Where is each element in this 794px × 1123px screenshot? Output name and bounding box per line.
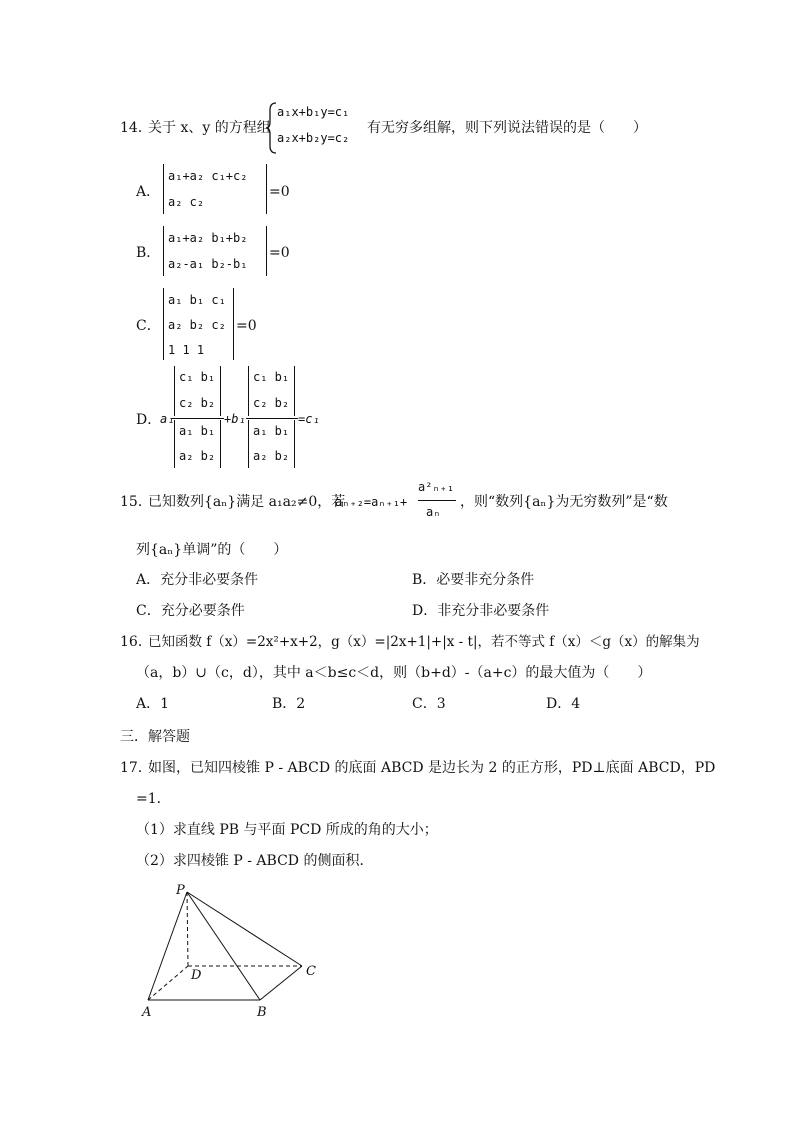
q14-option-d-num1-row1: c₁ b₁ (179, 370, 216, 384)
q14-option-b-det-right-bar (266, 226, 267, 276)
q14-option-b-row2: a₂-a₁ b₂-b₁ (168, 257, 248, 271)
q14-option-d-fraction1-line (172, 418, 224, 419)
q14-option-d-num1-left-bar (174, 366, 175, 416)
edge-bc (260, 966, 302, 1000)
q14-option-d-plus-b1: +b₁ (224, 412, 246, 426)
q15-stem-c: 列{aₙ}单调”的（ ） (136, 542, 288, 558)
q15-recurrence-lhs: aₙ₊₂=aₙ₊₁+ (335, 495, 408, 509)
q17-pyramid-figure (140, 880, 330, 1020)
q15-option-d: D．非充分非必要条件 (412, 603, 550, 619)
q14-option-b-rhs: =0 (269, 245, 290, 261)
q14-option-c-label: C． (136, 318, 161, 334)
q14-option-d-fraction2-line (246, 418, 298, 419)
q14-option-d-den2-right-bar (294, 420, 295, 468)
q14-option-d-a1: a₁ (160, 412, 175, 426)
q14-option-d-den2-row2: a₂ b₂ (253, 449, 290, 463)
q14-option-b-row1: a₁+a₂ b₁+b₂ (168, 231, 248, 245)
q16-option-d: D．4 (546, 696, 581, 712)
q15-fraction-denominator: aₙ (426, 505, 441, 519)
q14-stem-suffix: 有无穷多组解，则下列说法错误的是（ ） (367, 120, 647, 136)
q14-option-d-num1-row2: c₂ b₂ (179, 396, 216, 410)
q17-part2: （2）求四棱锥 P - ABCD 的侧面积． (136, 853, 374, 869)
q14-option-c-row2: a₂ b₂ c₂ (168, 318, 226, 332)
q14-option-d-rhs: =c₁ (298, 412, 320, 426)
label-d: D (191, 968, 202, 983)
q15-stem-b: ，则“数列{aₙ}为无穷数列”是“数 (460, 494, 668, 510)
q15-option-c: C．充分必要条件 (136, 603, 245, 619)
q16-option-c: C．3 (412, 696, 446, 712)
q17-part1: （1）求直线 PB 与平面 PCD 所成的角的大小； (136, 822, 438, 838)
edge-pd (187, 892, 188, 966)
q16-line1: 已知函数 f（x）=2x²+x+2，g（x）=|2x+1|+|x - t|，若不等式 f（x）＜g（x）的解集为 (148, 634, 700, 650)
q14-option-c-rhs: =0 (236, 318, 257, 334)
q15-fraction-numerator: a²ₙ₊₁ (418, 480, 455, 494)
q14-option-a-row1: a₁+a₂ c₁+c₂ (168, 169, 248, 183)
q14-eq1: a₁x+b₁y=c₁ (277, 105, 350, 119)
q14-option-d-den1-row2: a₂ b₂ (179, 449, 216, 463)
q14-option-a-label: A． (136, 184, 161, 200)
q14-option-d-den1-row1: a₁ b₁ (179, 424, 216, 438)
q15-option-a: A．充分非必要条件 (136, 572, 259, 588)
q14-option-d-num2-right-bar (294, 366, 295, 416)
q14-option-d-num2-row2: c₂ b₂ (253, 396, 290, 410)
edge-pc (187, 892, 302, 966)
edge-pb (187, 892, 260, 1000)
label-b: B (257, 1005, 267, 1020)
q14-option-d-label: D． (136, 412, 162, 428)
q14-option-d-den2-row1: a₁ b₁ (253, 424, 290, 438)
q14-option-c-row1: a₁ b₁ c₁ (168, 293, 226, 307)
q14-option-d-num1-right-bar (220, 366, 221, 416)
q14-option-b-det-left-bar (163, 226, 164, 276)
q17-line2: =1． (136, 791, 171, 807)
q14-option-a-rhs: =0 (269, 184, 290, 200)
q14-option-a-det-left-bar (163, 164, 164, 214)
q16-option-a: A．1 (136, 696, 170, 712)
q14-option-c-det-right-bar (233, 288, 234, 360)
q14-number: 14． (120, 120, 152, 136)
q16-line2: （a，b）∪（c，d），其中 a＜b≤c＜d，则（b+d）-（a+c）的最大值为（ ） (136, 665, 652, 681)
q17-number: 17． (120, 760, 152, 776)
q14-stem-prefix: 关于 x、y 的方程组 (148, 120, 271, 136)
q14-option-d-den1-right-bar (220, 420, 221, 468)
edge-pa (148, 892, 187, 1000)
q17-line1: 如图，已知四棱锥 P - ABCD 的底面 ABCD 是边长为 2 的正方形，PD⊥底面 ABCD，PD (148, 760, 716, 776)
q14-option-d-den2-left-bar (248, 420, 249, 468)
label-c: C (306, 964, 316, 979)
q15-number: 15． (120, 494, 152, 510)
q15-fraction-line (418, 500, 456, 501)
q14-option-c-det-left-bar (163, 288, 164, 360)
q14-option-a-det-right-bar (266, 164, 267, 214)
q15-option-b: B．必要非充分条件 (412, 572, 535, 588)
q14-option-d-num2-left-bar (248, 366, 249, 416)
q14-option-b-label: B． (136, 245, 161, 261)
q14-eq2: a₂x+b₂y=c₂ (277, 131, 350, 145)
section-heading: 三．解答题 (120, 729, 190, 745)
q14-option-d-den1-left-bar (174, 420, 175, 468)
q15-stem-a: 已知数列{aₙ}满足 a₁a₂≠0，若 (148, 494, 346, 510)
q16-option-b: B．2 (272, 696, 306, 712)
label-a: A (142, 1005, 152, 1020)
q14-option-a-row2: a₂ c₂ (168, 195, 205, 209)
q14-option-d-num2-row1: c₁ b₁ (253, 370, 290, 384)
q14-option-c-row3: 1 1 1 (168, 343, 205, 357)
q16-number: 16． (120, 634, 152, 650)
label-p: P (176, 883, 185, 898)
